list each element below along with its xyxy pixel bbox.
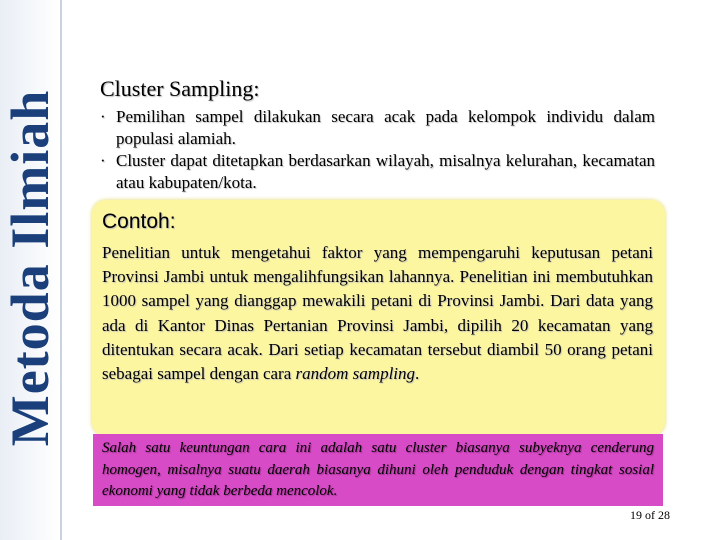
example-body-text: Penelitian untuk mengetahui faktor yang mempengaruhi keputusan petani Provinsi Jambi untuk mengalihfungsikan lahannya. Penelitian ini membutuhkan 1000 sampel yang dianggap mewakili petani di Provinsi Jambi. Dari data yang ada di Kantor Dinas Pertanian Provinsi Jambi, dipilih 20 kecamatan yang ditentukan secara acak. Dari setiap kecamatan tersebut diambil 50 orang petani sebagai sampel dengan cara: [102, 243, 653, 384]
bullet-text: Pemilihan sampel dilakukan secara acak pada kelompok individu dalam populasi alamiah.: [116, 107, 655, 148]
note-text: Salah satu keuntungan cara ini adalah satu cluster biasanya subyeknya cenderung homogen, misalnya suatu daerah biasanya dihuni oleh penduduk dengan tingkat sosial ekonomi yang tidak berbeda mencolok.: [102, 440, 654, 499]
bullet-text: Cluster dapat ditetapkan berdasarkan wilayah, misalnya kelurahan, kecamatan atau kabupaten/kota.: [116, 151, 655, 192]
bullet-item: [100, 150, 655, 194]
page-number: 19 of 28: [630, 508, 670, 522]
example-body: [102, 241, 653, 386]
bullet-dot-icon: ·: [100, 151, 106, 170]
sidebar-title: Metoda Ilmiah: [0, 89, 60, 447]
slide-heading: Cluster Sampling:: [100, 76, 260, 101]
bullet-item: [100, 106, 655, 150]
example-body-end: .: [415, 364, 420, 384]
bullet-list: [100, 106, 655, 194]
bullet-dot-icon: ·: [100, 107, 106, 126]
example-title: Contoh:: [102, 210, 176, 233]
example-italic-term: random sampling: [295, 364, 416, 384]
